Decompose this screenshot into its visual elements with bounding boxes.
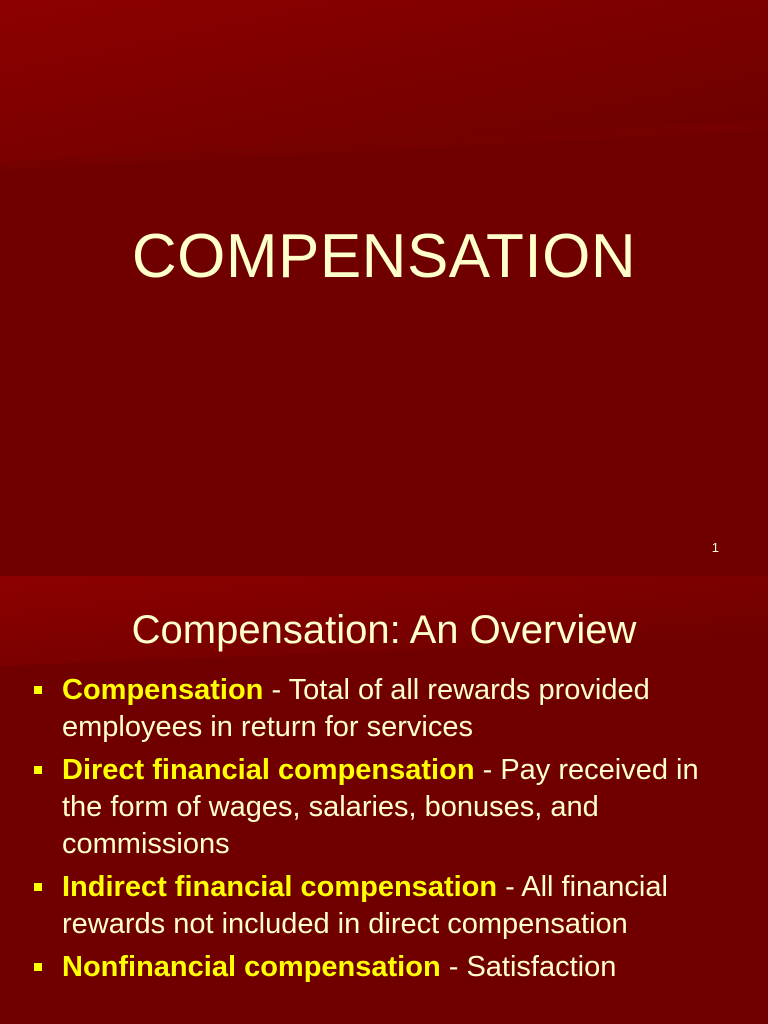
slide-1-title: COMPENSATION: [131, 222, 637, 291]
bullet-term: Direct financial compensation: [62, 754, 475, 786]
bullet-item: [34, 672, 724, 746]
bullet-text: - Total of all rewards provided employees in return for services: [62, 674, 650, 743]
bullet-text: - Satisfaction: [440, 951, 617, 983]
square-bullet-icon: [34, 686, 42, 694]
bullet-term: Indirect financial compensation: [62, 871, 498, 903]
bullet-term: Compensation: [62, 674, 264, 706]
bullet-text: - Pay received in the form of wages, salaries, bonuses, and commissions: [62, 754, 699, 860]
slide-number: 1: [711, 540, 719, 555]
bullet-item: [34, 949, 724, 986]
bullet-text: - All financial rewards not included in direct compensation: [62, 871, 668, 940]
bullet-list: [34, 672, 724, 992]
square-bullet-icon: [34, 963, 42, 971]
slide-2: [0, 576, 768, 1024]
slide-2-title: Compensation: An Overview: [131, 608, 637, 652]
square-bullet-icon: [34, 883, 42, 891]
bullet-item: [34, 752, 724, 863]
bullet-item: [34, 869, 724, 943]
bullet-term: Nonfinancial compensation: [62, 951, 441, 983]
square-bullet-icon: [34, 766, 42, 774]
